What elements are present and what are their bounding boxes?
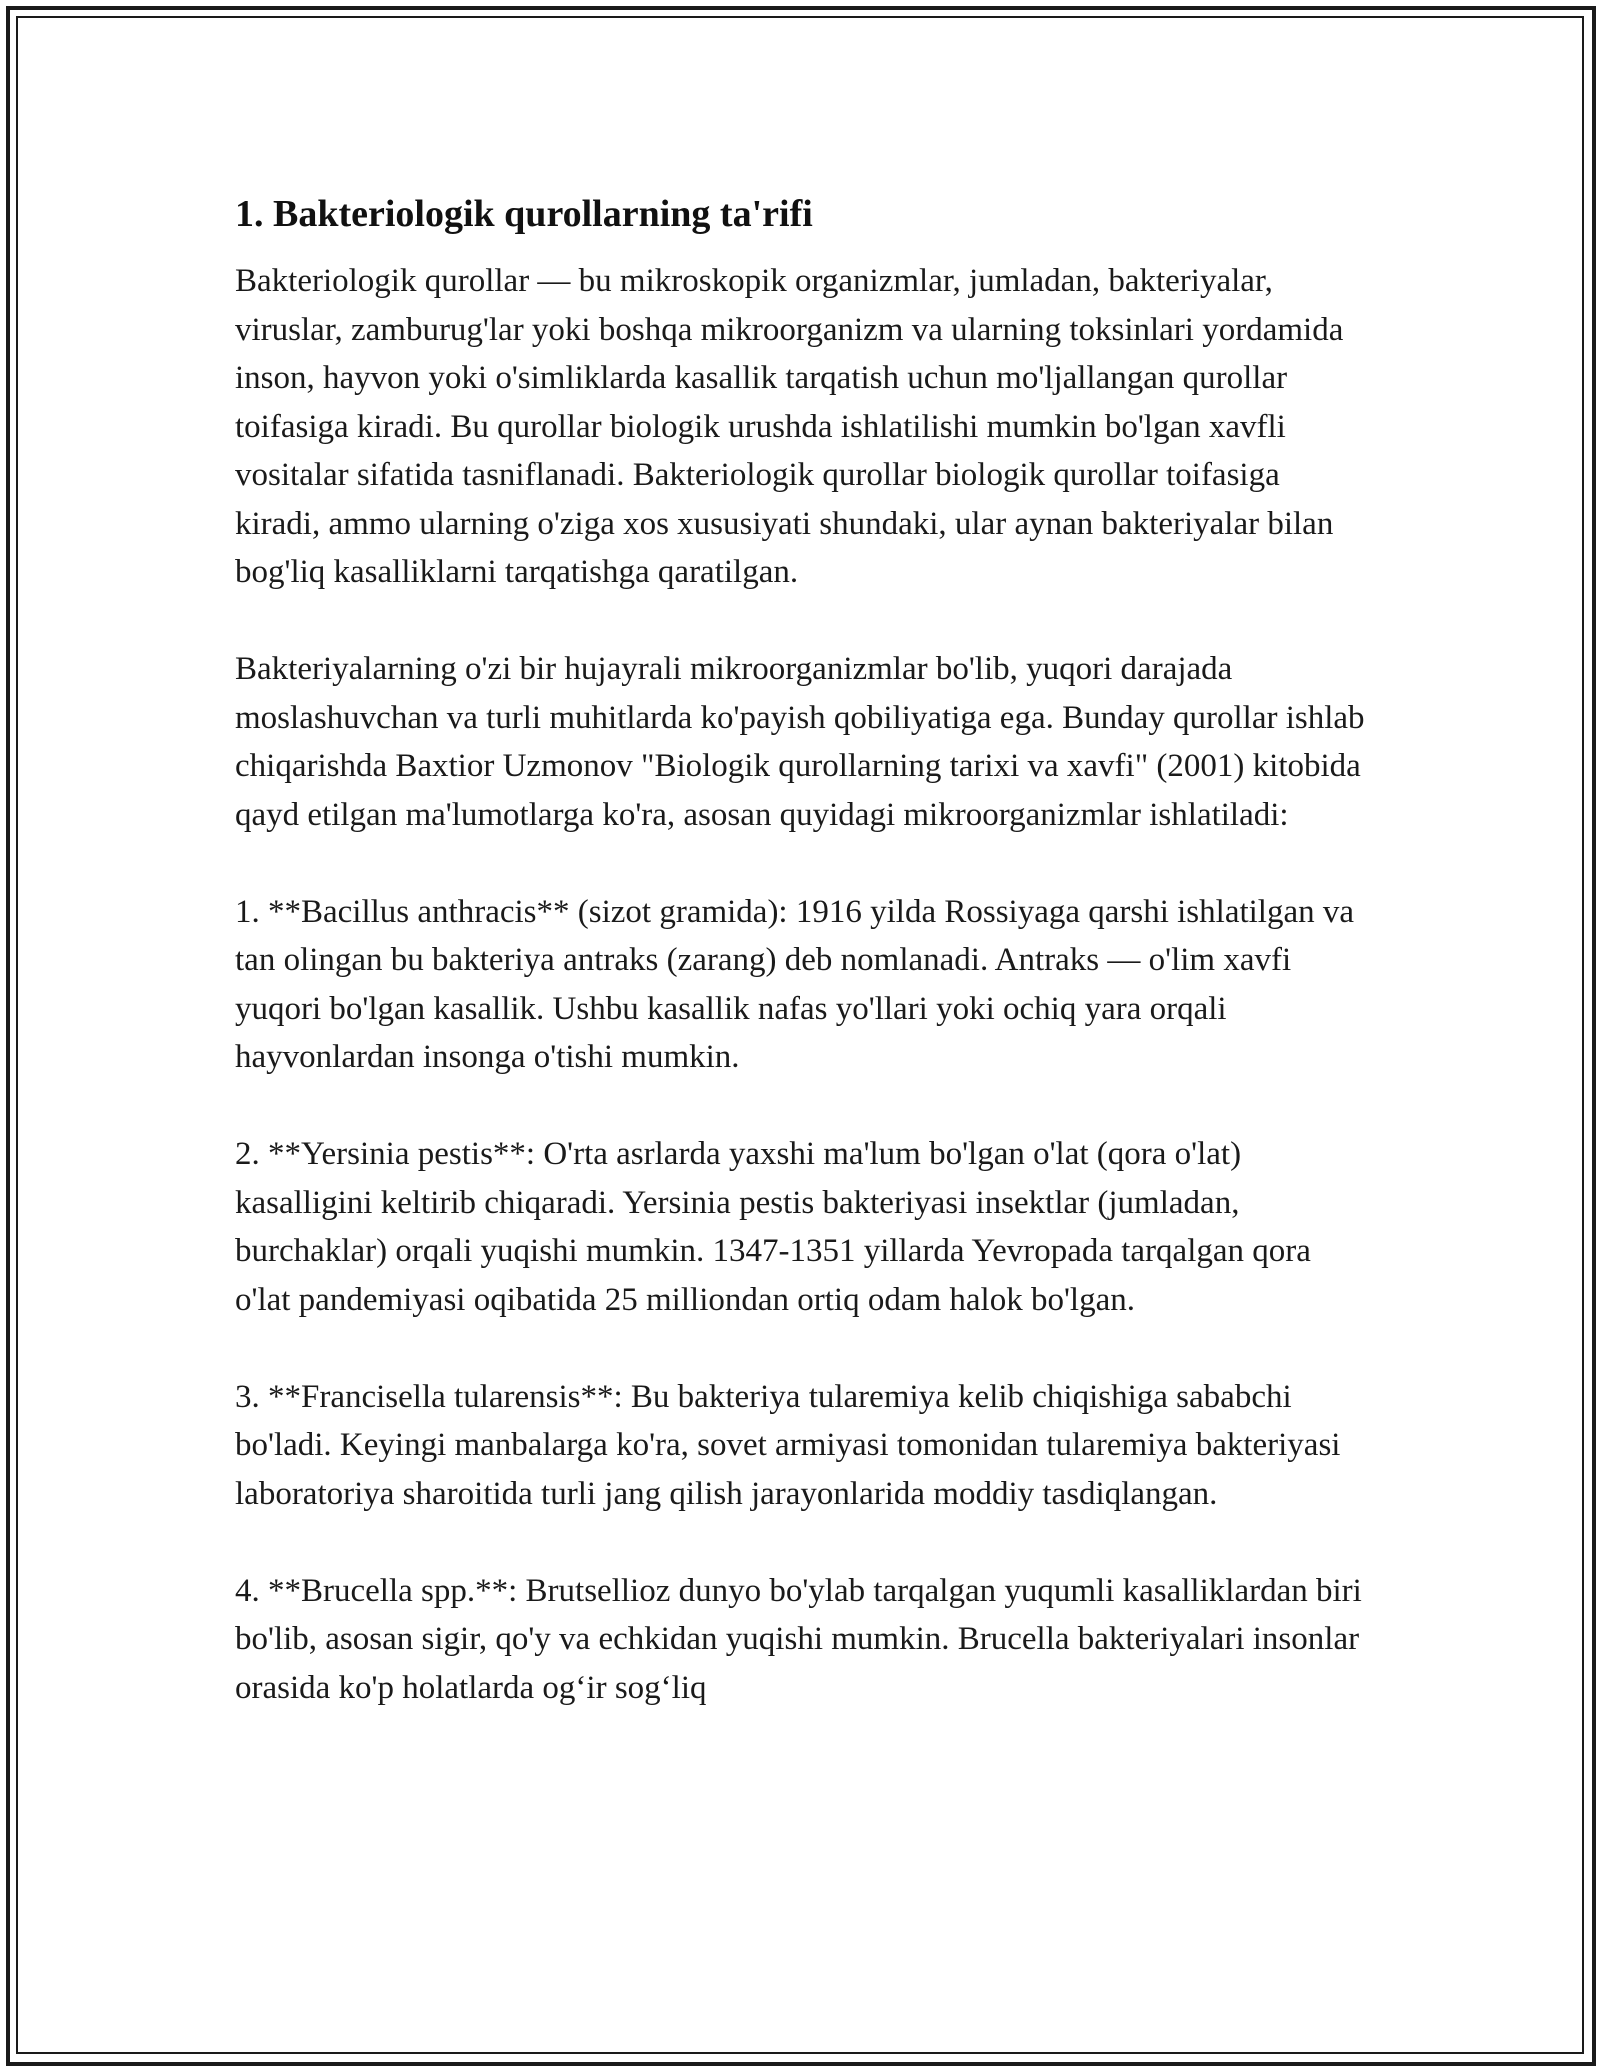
paragraph-brucella: 4. **Brucella spp.**: Brutsellioz dunyo bo'ylab tarqalgan yuqumli kasalliklardan biri bo'lib, asosan sigir, qo'y va echkidan yuqishi mumkin. Brucella bakteriyalari insonlar orasida ko'p holatlarda og‘ir sog‘liq [235, 1572, 1362, 1706]
paragraph-francisella-tularensis: 3. **Francisella tularensis**: Bu bakteriya tularemiya kelib chiqishiga sababchi bo'ladi. Keyingi manbalarga ko'ra, sovet armiyasi tomonidan tularemiya bakteriyasi laboratoriya sharoitida turli jang qilish jarayonlarida moddiy tasdiqlangan. [235, 1378, 1341, 1512]
paragraph-definition: Bakteriologik qurollar — bu mikroskopik organizmlar, jumladan, bakteriyalar, viruslar, zamburug'lar yoki boshqa mikroorganizm va ularning toksinlari yordamida inson, hayvon yoki o'simliklarda kasallik tarqatish uchun mo'ljallangan qurollar toifasiga kiradi. Bu qurollar biologik urushda ishlatilishi mumkin bo'lgan xavfli vositalar sifatida tasniflanadi. Bakteriologik qurollar biologik qurollar toifasiga kiradi, ammo ularning o'ziga xos xususiyati shundaki, ular aynan bakteriyalar bilan bog'liq kasalliklarni tarqatishga qaratilgan. [235, 263, 1344, 590]
paragraph-bacteria-intro: Bakteriyalarning o'zi bir hujayrali mikroorganizmlar bo'lib, yuqori darajada moslashuvchan va turli muhitlarda ko'payish qobiliyatiga ega. Bunday qurollar ishlab chiqarishda Baxtior Uzmonov "Biologik qurollarning tarixi va xavfi" (2001) kitobida qayd etilgan ma'lumotlarga ko'ra, asosan quyidagi mikroorganizmlar ishlatiladi: [235, 651, 1365, 833]
section-heading: 1. Bakteriologik qurollarning ta'rifi [235, 193, 813, 235]
paragraph-bacillus-anthracis: 1. **Bacillus anthracis** (sizot gramida): 1916 yilda Rossiyaga qarshi ishlatilgan va tan olingan bu bakteriya antraks (zarang) deb nomlanadi. Antraks — o'lim xavfi yuqori bo'lgan kasallik. Ushbu kasallik nafas yo'llari yoki ochiq yara orqali hayvonlardan insonga o'tishi mumkin. [235, 893, 1355, 1075]
paragraph-yersinia-pestis: 2. **Yersinia pestis**: O'rta asrlarda yaxshi ma'lum bo'lgan o'lat (qora o'lat) kasalligini keltirib chiqaradi. Yersinia pestis bakteriyasi insektlar (jumladan, burchaklar) orqali yuqishi mumkin. 1347-1351 yillarda Yevropada tarqalgan qora o'lat pandemiyasi oqibatida 25 milliondan ortiq odam halok bo'lgan. [235, 1136, 1311, 1318]
document-body [235, 185, 1365, 1761]
